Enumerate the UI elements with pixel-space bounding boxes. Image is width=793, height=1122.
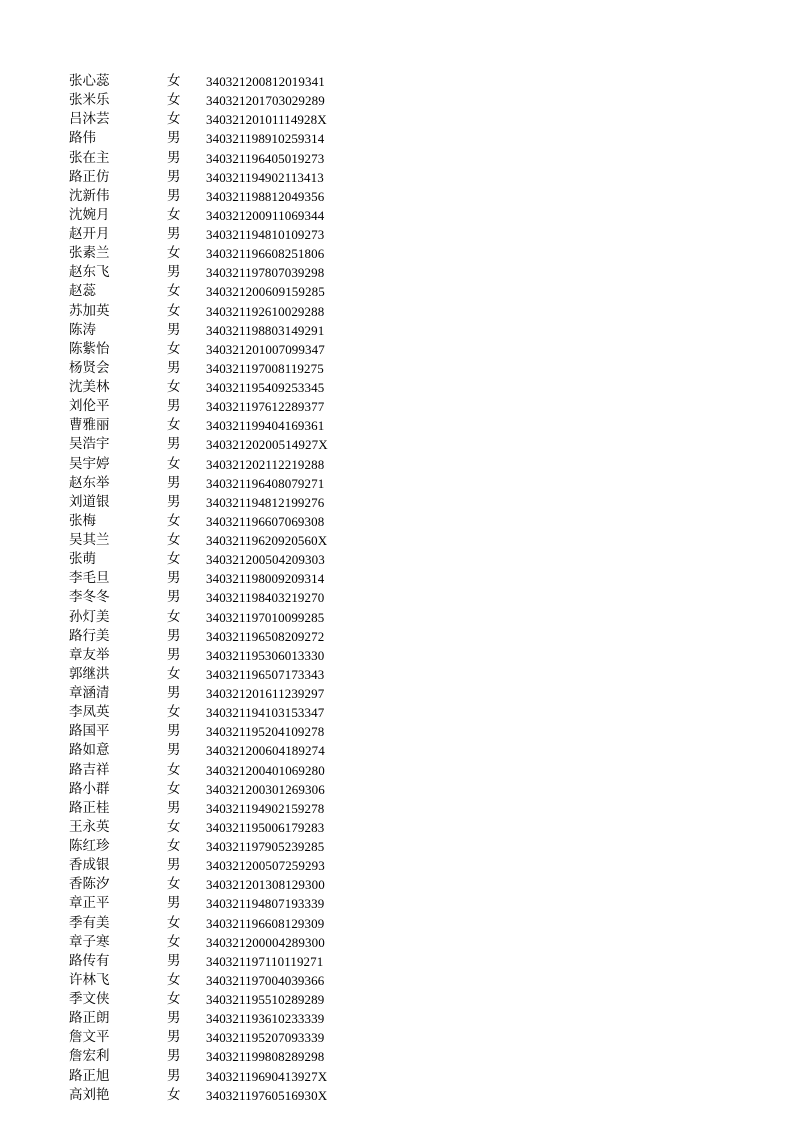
person-name: 沈婉月 [69, 206, 110, 223]
table-row [69, 531, 369, 550]
id-number: 340321195207093339 [206, 1030, 325, 1046]
person-gender: 女 [167, 111, 181, 128]
table-row [69, 703, 369, 722]
person-gender: 女 [167, 455, 181, 472]
table-row [69, 244, 369, 263]
person-gender: 男 [167, 474, 181, 491]
person-name: 路正朗 [69, 1010, 110, 1027]
id-number: 340321195510289289 [206, 992, 325, 1007]
table-row [69, 72, 369, 91]
table-row [69, 435, 369, 454]
table-row [69, 741, 369, 760]
person-gender: 女 [167, 665, 181, 682]
table-row [69, 225, 369, 244]
id-number: 340321200504209303 [206, 552, 325, 568]
id-number: 340321200004289300 [206, 934, 325, 950]
person-name: 陈红珍 [69, 838, 110, 854]
person-name: 陈紫怡 [69, 340, 110, 357]
table-row [69, 837, 369, 856]
table-row [69, 665, 369, 684]
person-gender: 女 [167, 245, 181, 262]
id-number: 340321197612289377 [206, 399, 325, 415]
person-name: 高刘艳 [69, 1086, 110, 1103]
table-row [69, 875, 369, 894]
person-name: 季有美 [69, 914, 110, 931]
person-gender: 男 [167, 149, 181, 166]
person-gender: 男 [167, 799, 181, 816]
person-gender: 男 [167, 742, 181, 759]
id-number: 340321195204109278 [206, 724, 325, 740]
person-gender: 女 [167, 991, 181, 1007]
table-row [69, 397, 369, 416]
person-gender: 女 [167, 92, 181, 109]
id-number: 340321196608129309 [206, 915, 325, 931]
person-name: 赵蕊 [69, 283, 96, 300]
table-row [69, 684, 369, 703]
person-gender: 女 [167, 1086, 181, 1103]
person-name: 沈美林 [69, 379, 110, 395]
id-number: 340321197110119271 [206, 953, 324, 969]
person-gender: 男 [167, 857, 181, 874]
person-name: 路小群 [69, 780, 110, 797]
person-name: 章涵清 [69, 685, 110, 701]
id-number: 340321198009209314 [206, 571, 325, 587]
person-name: 章友举 [69, 646, 110, 663]
id-number: 340321201308129300 [206, 877, 325, 893]
person-gender: 女 [167, 971, 181, 988]
id-number: 340321192610029288 [206, 303, 325, 319]
table-row [69, 952, 369, 971]
id-number: 340321195006179283 [206, 819, 325, 835]
id-number: 340321197004039366 [206, 972, 325, 988]
id-number: 340321198403219270 [206, 590, 325, 606]
person-name: 张米乐 [69, 92, 110, 109]
table-row [69, 321, 369, 340]
person-name: 季文侠 [69, 991, 110, 1007]
table-row [69, 627, 369, 646]
person-name: 香成银 [69, 857, 110, 874]
table-row [69, 856, 369, 875]
person-name: 吴浩宇 [69, 436, 110, 453]
person-gender: 女 [167, 876, 181, 893]
table-row [69, 282, 369, 301]
person-gender: 男 [167, 321, 181, 338]
id-number: 340321196608251806 [206, 246, 325, 262]
table-row [69, 761, 369, 780]
person-name: 孙灯美 [69, 608, 110, 625]
id-number: 340321196405019273 [206, 150, 325, 166]
id-number: 340321196408079271 [206, 475, 325, 491]
person-gender: 女 [167, 73, 181, 89]
table-row [69, 206, 369, 225]
table-row [69, 933, 369, 952]
person-gender: 男 [167, 187, 181, 204]
id-number: 34032120101114928X [206, 112, 327, 128]
person-gender: 女 [167, 608, 181, 625]
person-gender: 女 [167, 283, 181, 300]
table-row [69, 646, 369, 665]
table-row [69, 455, 369, 474]
table-row [69, 894, 369, 913]
person-gender: 男 [167, 436, 181, 453]
person-name: 李毛旦 [69, 570, 110, 587]
id-number: 34032119620920560X [206, 533, 328, 548]
person-name: 苏加英 [69, 302, 110, 319]
person-name: 赵东举 [69, 474, 110, 491]
table-row [69, 722, 369, 741]
person-gender: 男 [167, 1029, 181, 1046]
id-number: 340321198803149291 [206, 322, 325, 338]
person-name: 路伟 [69, 130, 96, 147]
id-number: 340321194812199276 [206, 494, 325, 510]
id-number: 34032119760516930X [206, 1087, 328, 1103]
person-gender: 男 [167, 359, 181, 376]
person-gender: 男 [167, 723, 181, 740]
id-number: 340321200812019341 [206, 74, 325, 89]
table-row [69, 799, 369, 818]
id-number: 340321198910259314 [206, 131, 325, 147]
id-number: 340321201703029289 [206, 93, 325, 109]
person-name: 路吉祥 [69, 761, 110, 778]
id-number: 340321194103153347 [206, 705, 325, 721]
person-gender: 女 [167, 206, 181, 223]
id-number: 340321200604189274 [206, 743, 325, 759]
table-row [69, 512, 369, 531]
id-number: 340321202112219288 [206, 456, 325, 472]
person-gender: 女 [167, 704, 181, 721]
person-gender: 女 [167, 417, 181, 434]
id-number: 340321197008119275 [206, 360, 324, 376]
person-name: 刘道银 [69, 493, 110, 510]
person-name: 郭继洪 [69, 665, 110, 682]
table-row [69, 1028, 369, 1047]
person-gender: 女 [167, 551, 181, 568]
table-row [69, 263, 369, 282]
person-gender: 男 [167, 646, 181, 663]
person-name: 吴其兰 [69, 532, 110, 548]
person-gender: 女 [167, 512, 181, 529]
id-number: 340321196508209272 [206, 628, 325, 644]
table-row [69, 302, 369, 321]
table-row [69, 588, 369, 607]
id-number: 340321197905239285 [206, 839, 325, 854]
person-name: 王永英 [69, 818, 110, 835]
id-number: 340321197010099285 [206, 609, 325, 625]
table-row [69, 818, 369, 837]
id-number: 340321196507173343 [206, 666, 325, 682]
table-row [69, 474, 369, 493]
table-row [69, 340, 369, 359]
person-name: 刘伦平 [69, 398, 110, 415]
person-name: 吴宇婷 [69, 455, 110, 472]
table-row [69, 416, 369, 435]
person-gender: 男 [167, 226, 181, 242]
id-number: 34032120200514927X [206, 437, 328, 453]
table-row [69, 187, 369, 206]
id-number: 340321194810109273 [206, 227, 325, 242]
person-name: 路如意 [69, 742, 110, 759]
person-gender: 男 [167, 1010, 181, 1027]
person-name: 杨贤会 [69, 359, 110, 376]
person-name: 张心蕊 [69, 73, 110, 89]
id-number: 340321194902159278 [206, 800, 325, 816]
table-row [69, 91, 369, 110]
person-name: 路国平 [69, 723, 110, 740]
person-name: 张素兰 [69, 245, 110, 262]
table-row [69, 1047, 369, 1066]
table-row [69, 1086, 369, 1105]
id-number: 340321196607069308 [206, 513, 325, 529]
person-gender: 女 [167, 340, 181, 357]
table-row [69, 780, 369, 799]
person-gender: 女 [167, 379, 181, 395]
table-row [69, 914, 369, 933]
person-gender: 女 [167, 532, 181, 548]
person-gender: 女 [167, 818, 181, 835]
table-row [69, 990, 369, 1009]
person-name: 张在主 [69, 149, 110, 166]
id-number: 340321201611239297 [206, 686, 325, 701]
person-name: 曹雅丽 [69, 417, 110, 434]
id-number: 340321194807193339 [206, 896, 325, 912]
id-number: 340321200301269306 [206, 781, 325, 797]
table-row [69, 608, 369, 627]
person-gender: 女 [167, 780, 181, 797]
id-number: 34032119690413927X [206, 1068, 328, 1084]
person-name: 詹宏利 [69, 1048, 110, 1065]
id-number: 340321199808289298 [206, 1049, 325, 1065]
id-number: 340321200609159285 [206, 284, 325, 300]
person-gender: 女 [167, 302, 181, 319]
table-row [69, 1009, 369, 1028]
table-row [69, 359, 369, 378]
person-gender: 男 [167, 168, 181, 185]
person-name: 路传有 [69, 952, 110, 969]
person-name: 詹文平 [69, 1029, 110, 1046]
table-row [69, 378, 369, 397]
person-gender: 男 [167, 589, 181, 606]
person-gender: 女 [167, 761, 181, 778]
id-number: 340321195306013330 [206, 647, 325, 663]
table-row [69, 129, 369, 148]
id-number: 340321199404169361 [206, 418, 325, 434]
table-row [69, 550, 369, 569]
table-row [69, 168, 369, 187]
id-number: 340321195409253345 [206, 380, 325, 395]
person-gender: 男 [167, 952, 181, 969]
person-gender: 男 [167, 627, 181, 644]
person-name: 路正旭 [69, 1067, 110, 1084]
person-name: 路正仿 [69, 168, 110, 185]
person-name: 路正桂 [69, 799, 110, 816]
table-row [69, 149, 369, 168]
person-name: 吕沐芸 [69, 111, 110, 128]
person-gender: 男 [167, 570, 181, 587]
person-gender: 男 [167, 264, 181, 281]
person-name: 张梅 [69, 512, 96, 529]
id-number: 340321193610233339 [206, 1011, 325, 1027]
id-number: 340321197807039298 [206, 265, 325, 281]
person-gender: 男 [167, 398, 181, 415]
table-row [69, 110, 369, 129]
person-gender: 女 [167, 838, 181, 854]
id-number: 340321194902113413 [206, 169, 324, 185]
person-name: 章子寒 [69, 933, 110, 950]
person-gender: 女 [167, 933, 181, 950]
roster-table [69, 72, 369, 1105]
person-gender: 男 [167, 1067, 181, 1084]
table-row [69, 493, 369, 512]
id-number: 340321200507259293 [206, 858, 325, 874]
table-row [69, 1067, 369, 1086]
person-name: 章正平 [69, 895, 110, 912]
person-gender: 男 [167, 493, 181, 510]
person-gender: 女 [167, 914, 181, 931]
person-name: 路行美 [69, 627, 110, 644]
id-number: 340321201007099347 [206, 341, 325, 357]
person-name: 李冬冬 [69, 589, 110, 606]
person-name: 赵开月 [69, 226, 110, 242]
id-number: 340321198812049356 [206, 188, 325, 204]
person-gender: 男 [167, 1048, 181, 1065]
person-name: 沈新伟 [69, 187, 110, 204]
person-gender: 男 [167, 130, 181, 147]
table-row [69, 971, 369, 990]
person-name: 张萌 [69, 551, 96, 568]
table-row [69, 569, 369, 588]
person-name: 香陈汐 [69, 876, 110, 893]
person-name: 陈涛 [69, 321, 96, 338]
person-name: 李凤英 [69, 704, 110, 721]
id-number: 340321200911069344 [206, 207, 325, 223]
person-gender: 男 [167, 895, 181, 912]
person-name: 许林飞 [69, 971, 110, 988]
person-gender: 男 [167, 685, 181, 701]
id-number: 340321200401069280 [206, 762, 325, 778]
person-name: 赵东飞 [69, 264, 110, 281]
